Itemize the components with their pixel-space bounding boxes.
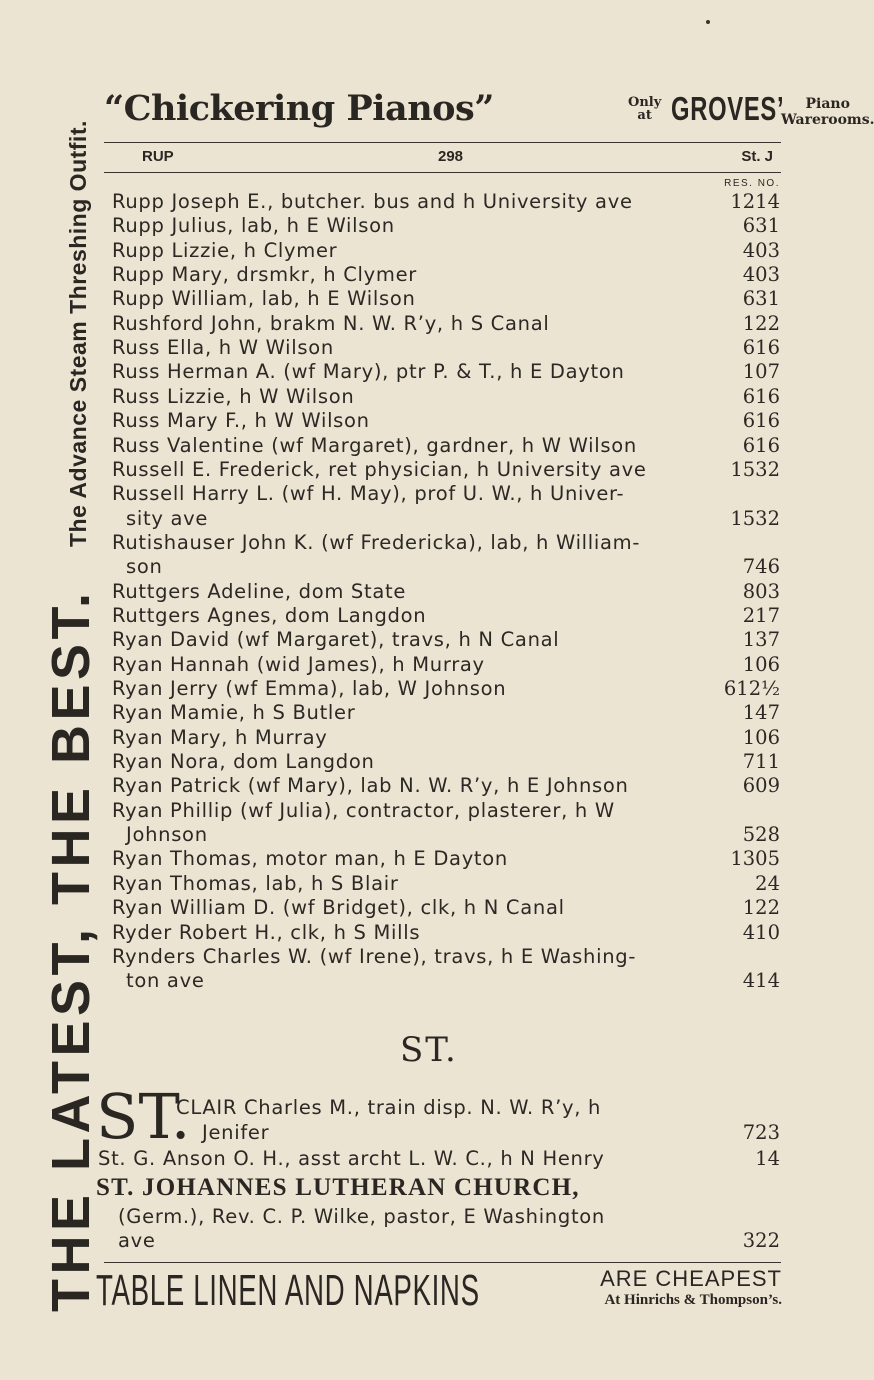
entry-res-no: 612½: [723, 677, 780, 700]
speck: [706, 20, 710, 24]
entry-text: Ryan Jerry (wf Emma), lab, W Johnson: [112, 677, 507, 700]
entry-text: Russ Lizzie, h W Wilson: [112, 384, 355, 408]
entry-res-no: 24: [755, 871, 780, 895]
footer-advertisement: [96, 1266, 782, 1318]
entry-text: Rupp Lizzie, h Clymer: [112, 238, 338, 262]
entry-text: Ryan Mary, h Murray: [112, 725, 328, 749]
st-dropcap: ST.: [96, 1080, 191, 1153]
side-ad-latest-best: THE LATEST, THE BEST.: [41, 588, 101, 1312]
directory-entry: [112, 482, 780, 506]
directory-entry: [112, 360, 780, 384]
entry-text: Russ Mary F., h W Wilson: [112, 409, 370, 433]
entry-res-no: 1214: [730, 190, 780, 213]
entry-res-no: 803: [742, 579, 780, 603]
entry-res-no: 137: [742, 628, 780, 652]
entry-res-no: 217: [742, 603, 780, 627]
header-store-name: GROVES’: [671, 90, 785, 127]
entry-text: Rupp Mary, drsmkr, h Clymer: [112, 263, 418, 287]
entry-res-no: 1532: [730, 457, 780, 481]
entry-text: Ryan Nora, dom Langdon: [112, 750, 375, 774]
entry-res-no: 616: [742, 409, 780, 433]
page-number: 298: [438, 148, 464, 165]
header-only-at: [628, 96, 661, 122]
entry-text: Ryan David (wf Margaret), travs, h N Canal: [112, 628, 560, 652]
entry-res-no: 106: [742, 725, 780, 749]
footer-cheapest: ARE CHEAPEST: [600, 1266, 782, 1291]
entry-res-no: 1305: [730, 847, 780, 871]
directory-entry: [112, 945, 780, 969]
directory-entry: [112, 896, 780, 920]
entry-text: Russ Valentine (wf Margaret), gardner, h W Wilson: [112, 433, 637, 457]
entry-res-no: 122: [742, 896, 780, 920]
entry-res-no: 403: [742, 238, 780, 262]
entry-res-no: 528: [742, 823, 780, 847]
directory-entry: [112, 604, 780, 628]
entry-res-no: 122: [742, 311, 780, 335]
header-brand: “Chickering Pianos”: [104, 88, 494, 129]
entry-res-no: 147: [742, 701, 780, 725]
directory-entry: [112, 872, 780, 896]
entry-text: son: [126, 555, 163, 579]
header-advertisement: [104, 88, 874, 132]
directory-entry: [112, 823, 780, 847]
entry-res-no: 414: [742, 969, 780, 993]
directory-entry: [112, 190, 780, 214]
entry-res-no: 106: [742, 652, 780, 676]
entry-res-no: 631: [742, 214, 780, 238]
directory-entry: [112, 263, 780, 287]
st-anson-line: St. G. Anson O. H., asst archt L. W. C., h N Henry 14: [98, 1147, 780, 1170]
entry-text: Ruttgers Agnes, dom Langdon: [112, 603, 427, 627]
entry-res-no: 616: [742, 336, 780, 360]
header-only: Only: [628, 95, 662, 110]
directory-entry: [112, 628, 780, 652]
church-line-3: ave 322: [118, 1229, 780, 1252]
header-at: at: [637, 108, 652, 123]
directory-entry: [112, 677, 780, 701]
st-clair-line-2: Jenifer 723: [202, 1121, 780, 1144]
header-warerooms: Warerooms.: [781, 112, 874, 128]
directory-entry: [112, 507, 780, 531]
entry-res-no: 746: [742, 555, 780, 579]
header-piano: Piano: [805, 96, 850, 112]
entry-res-no: 609: [742, 774, 780, 798]
entry-text: Ruttgers Adeline, dom State: [112, 579, 407, 603]
directory-entry: [112, 580, 780, 604]
entry-res-no: 410: [742, 920, 780, 944]
directory-entry: [112, 774, 780, 798]
entry-text: Rupp William, lab, h E Wilson: [112, 287, 416, 311]
entry-text: Russ Ella, h W Wilson: [112, 336, 334, 360]
entry-text: Ryan Phillip (wf Julia), contractor, plasterer, h W: [112, 798, 615, 822]
entry-res-no: 616: [742, 384, 780, 408]
entry-text: Rushford John, brakm N. W. R’y, h S Canal: [112, 311, 550, 335]
entry-text: Ryan Thomas, lab, h S Blair: [112, 871, 399, 895]
res-no-label: RES. NO.: [724, 178, 780, 189]
directory-entry: [112, 726, 780, 750]
entry-text: Johnson: [126, 823, 208, 847]
entry-text: Ryan Hannah (wid James), h Murray: [112, 652, 485, 676]
st-clair-line-1: CLAIR Charles M., train disp. N. W. R’y, h: [176, 1096, 602, 1119]
entry-text: Russell Harry L. (wf H. May), prof U. W., h Univer-: [112, 482, 625, 506]
directory-entry: [112, 214, 780, 238]
directory-entry: [112, 653, 780, 677]
footer-rule: [104, 1262, 781, 1263]
entry-text: Ryan Patrick (wf Mary), lab N. W. R’y, h E Johnson: [112, 774, 629, 798]
entry-res-no: 631: [742, 287, 780, 311]
footer-hinrichs: At Hinrichs & Thompson’s.: [604, 1292, 782, 1308]
running-head-left: RUP: [142, 148, 174, 165]
entry-text: Ryan Thomas, motor man, h E Dayton: [112, 847, 508, 871]
entry-text: Ryan William D. (wf Bridget), clk, h N Canal: [112, 896, 565, 920]
entry-res-no: 107: [742, 360, 780, 384]
church-heading: ST. JOHANNES LUTHERAN CHURCH,: [96, 1174, 580, 1201]
running-head-right: St. J: [741, 148, 773, 165]
entry-res-no: 403: [742, 263, 780, 287]
directory-entry: [112, 969, 780, 993]
entry-text: Russell E. Frederick, ret physician, h University ave: [112, 457, 647, 481]
entry-text: Rupp Julius, lab, h E Wilson: [112, 214, 395, 238]
directory-entry: [112, 312, 780, 336]
directory-entry: [112, 555, 780, 579]
directory-entry: [112, 434, 780, 458]
entry-text: Rynders Charles W. (wf Irene), travs, h E Washing-: [112, 944, 637, 968]
directory-entry: [112, 531, 780, 555]
header-piano-warerooms: [781, 96, 874, 128]
entry-text: Rupp Joseph E., butcher. bus and h University ave: [112, 190, 633, 213]
entry-text: ton ave: [126, 969, 205, 993]
church-line-2: (Germ.), Rev. C. P. Wilke, pastor, E Washington: [118, 1205, 605, 1228]
entry-text: sity ave: [126, 506, 209, 530]
entry-res-no: 616: [742, 433, 780, 457]
directory-entry: [112, 239, 780, 263]
directory-entry: [112, 409, 780, 433]
footer-table-linen: TABLE LINEN AND NAPKINS: [96, 1266, 480, 1315]
running-head-rule: [104, 172, 781, 173]
running-head: [104, 148, 781, 168]
header-rule: [104, 142, 781, 143]
directory-entry: [112, 458, 780, 482]
entry-text: Ryan Mamie, h S Butler: [112, 701, 356, 725]
directory-entry: [112, 287, 780, 311]
entry-text: Rutishauser John K. (wf Fredericka), lab, h William-: [112, 530, 641, 554]
directory-entry: [112, 385, 780, 409]
entry-res-no: 711: [742, 750, 780, 774]
entry-res-no: 1532: [730, 506, 780, 530]
directory-entry: [112, 336, 780, 360]
directory-entry: [112, 921, 780, 945]
entry-text: Ryder Robert H., clk, h S Mills: [112, 920, 421, 944]
side-ad-threshing: The Advance Steam Threshing Outfit.: [65, 120, 91, 547]
directory-entry: [112, 799, 780, 823]
directory-entry: [112, 701, 780, 725]
entry-text: Russ Herman A. (wf Mary), ptr P. & T., h E Dayton: [112, 360, 625, 384]
section-heading: ST.: [400, 1030, 458, 1070]
directory-entry: [112, 847, 780, 871]
directory-entry: [112, 750, 780, 774]
